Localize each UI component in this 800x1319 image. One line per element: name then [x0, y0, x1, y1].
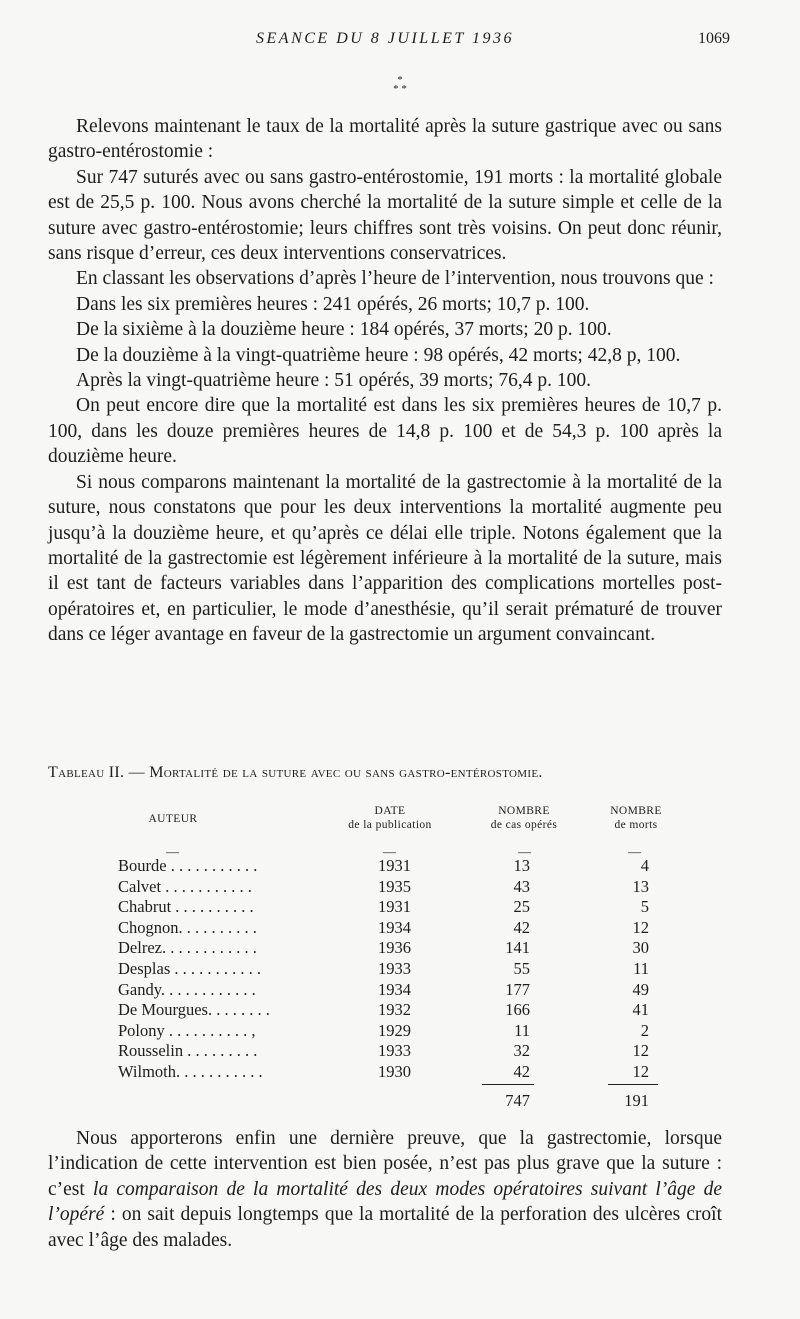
year-cell: 1930: [378, 1062, 411, 1081]
closing-paragraph-block: [48, 1126, 722, 1253]
author-cell: Wilmoth. . . . . . . . . . .: [118, 1062, 263, 1081]
table-row: [48, 1062, 728, 1083]
cases-cell: 32: [513, 1041, 530, 1061]
header-cases-dash: —: [518, 844, 531, 859]
table-row: [48, 980, 728, 1001]
author-cell: Delrez. . . . . . . . . . . .: [118, 938, 257, 958]
running-title: SEANCE DU 8 JUILLET 1936: [256, 30, 514, 47]
cases-cell: 177: [505, 979, 530, 999]
year-cell: 1934: [378, 917, 411, 937]
paragraph-global-mortality: Sur 747 suturés avec ou sans gastro-entérostomie, 191 morts : la mortalité globale est de 25,5 p. 100. Nous avons cherché la mortalité de la suture simple et celle de la suture avec gastro-entérostomie; leurs chiffres sont très voisins. On peut donc réunir, sans risque d’erreur, ces deux interventions conservatrices.: [48, 166, 722, 265]
deaths-cell: 12: [632, 1041, 649, 1061]
header-deaths-line1: NOMBRE: [610, 805, 662, 817]
author-cell: Gandy. . . . . . . . . . . .: [118, 979, 256, 999]
cases-cell: 166: [505, 1000, 530, 1020]
total-cases: 747: [505, 1091, 530, 1110]
cases-cell: 11: [514, 1020, 530, 1040]
deaths-cell: 2: [640, 1020, 649, 1040]
deaths-cell: 4: [640, 856, 649, 875]
asterism-top: *: [397, 74, 403, 86]
header-date-line2: de la publication: [348, 819, 432, 831]
table-row: [48, 856, 728, 877]
header-cases-line1: NOMBRE: [498, 805, 550, 817]
year-cell: 1932: [378, 1000, 411, 1020]
author-cell: Chabrut . . . . . . . . . .: [118, 897, 254, 917]
paragraph-classification: En classant les observations d’après l’heure de l’intervention, nous trouvons que :: [76, 268, 714, 290]
table-caption: [48, 764, 728, 782]
closing-text-start: Nous apporterons enfin une dernière preuve, que la gastrectomie, lorsque l’indication de cette intervention est bien posée, n’est pas plus grave que la suture : c’est: [48, 1128, 722, 1200]
year-cell: 1933: [378, 1041, 411, 1061]
table-caption-label: Tableau II.: [48, 764, 125, 781]
header-deaths-dash: —: [628, 844, 641, 859]
total-deaths: 191: [624, 1091, 649, 1110]
deaths-cell: 49: [632, 979, 649, 999]
table-row: [48, 897, 728, 918]
mortality-table: [48, 804, 728, 1124]
table-row: [48, 1021, 728, 1042]
deaths-cell: 13: [632, 876, 649, 896]
header-date: [320, 804, 460, 832]
table-row: [48, 877, 728, 898]
table-row: [48, 1041, 728, 1062]
deaths-cell: 12: [632, 917, 649, 937]
closing-paragraph: [48, 1126, 722, 1253]
header-cases-line2: de cas opérés: [490, 819, 558, 831]
table-row: [48, 1000, 728, 1021]
page-header: [48, 30, 730, 54]
cases-cell: 43: [513, 876, 530, 896]
header-deaths: [596, 804, 676, 832]
cases-cell: 25: [513, 897, 530, 917]
paragraph-first-six-hours: Dans les six premières heures : 241 opérés, 26 morts; 10,7 p. 100.: [76, 293, 590, 315]
year-cell: 1933: [378, 959, 411, 978]
header-deaths-line2: de morts: [614, 819, 658, 831]
author-cell: De Mourgues. . . . . . . .: [118, 1000, 270, 1020]
paragraph-after-twentyfour-hours: Après la vingt-quatrième heure : 51 opérés, 39 morts; 76,4 p. 100.: [76, 370, 592, 392]
body-text: [48, 114, 722, 648]
author-cell: Desplas . . . . . . . . . . .: [118, 959, 261, 978]
deaths-cell: 11: [633, 959, 649, 978]
author-cell: Rousselin . . . . . . . . .: [118, 1041, 258, 1061]
table-row: [48, 918, 728, 939]
table-caption-dash: —: [128, 764, 145, 781]
paragraph-intro: Relevons maintenant le taux de la mortalité après la suture gastrique avec ou sans gastro-entérostomie :: [48, 116, 722, 163]
table-row: [48, 959, 728, 980]
year-cell: 1936: [378, 938, 411, 958]
header-author-dash: —: [166, 844, 179, 859]
author-cell: Bourde . . . . . . . . . . .: [118, 856, 258, 875]
paragraph-summary: On peut encore dire que la mortalité est dans les six premières heures de 10,7 p. 100, dans les douze premières heures de 14,8 p. 100 et de 54,3 p. 100 après la douzième heure.: [48, 395, 722, 468]
cases-cell: 13: [513, 856, 530, 875]
year-cell: 1935: [378, 876, 411, 896]
header-date-dash: —: [383, 844, 396, 859]
cases-cell: 55: [513, 959, 530, 978]
deaths-cell: 5: [640, 897, 649, 917]
total-cases-rule: [482, 1084, 534, 1085]
author-cell: Chognon. . . . . . . . . .: [118, 917, 257, 937]
cases-cell: 141: [505, 938, 530, 958]
closing-text-end: : on sait depuis longtemps que la mortalité de la perforation des ulcères croît avec l’âge des malades.: [48, 1204, 722, 1251]
year-cell: 1931: [378, 897, 411, 917]
header-author: AUTEUR: [148, 813, 198, 825]
deaths-cell: 12: [632, 1062, 649, 1081]
table-total-row: [48, 1091, 728, 1112]
header-cases: [464, 804, 584, 832]
author-cell: Polony . . . . . . . . . . ,: [118, 1020, 256, 1040]
asterism-separator: [0, 76, 800, 94]
page-number: 1069: [698, 30, 730, 47]
paragraph-twelve-to-twentyfour-hours: De la douzième à la vingt-quatrième heure : 98 opérés, 42 morts; 42,8 p, 100.: [76, 344, 681, 366]
table-row: [48, 938, 728, 959]
cases-cell: 42: [513, 1062, 530, 1081]
paragraph-comparison: Si nous comparons maintenant la mortalité de la gastrectomie à la mortalité de la suture, nous constatons que pour les deux interventions la mortalité augmente peu jusqu’à la douzième heure, et qu’après ce délai elle triple. Notons également que la mortalité de la gastrectomie est légèrement inférieure à la mortalité de la suture, mais il est tant de facteurs variables dans l’apparition des complications mortelles post-opératoires et, en particulier, le mode d’anesthésie, qu’il serait prématuré de trouver dans ce léger avantage en faveur de la gastrectomie un argument convaincant.: [48, 471, 722, 646]
deaths-cell: 41: [632, 1000, 649, 1020]
deaths-cell: 30: [632, 938, 649, 958]
year-cell: 1931: [378, 856, 411, 875]
year-cell: 1934: [378, 979, 411, 999]
cases-cell: 42: [513, 917, 530, 937]
author-cell: Calvet . . . . . . . . . . .: [118, 876, 252, 896]
header-date-line1: DATE: [374, 805, 406, 817]
paragraph-six-to-twelve-hours: De la sixième à la douzième heure : 184 opérés, 37 morts; 20 p. 100.: [76, 319, 612, 341]
closing-text-italic: la comparaison de la mortalité des deux modes opératoires suivant l’âge de l’opéré: [48, 1178, 723, 1226]
year-cell: 1929: [378, 1020, 411, 1040]
table-caption-title: Mortalité de la suture avec ou sans gastro-entérostomie.: [149, 764, 543, 781]
total-deaths-rule: [608, 1084, 658, 1085]
asterism-bottom: * *: [393, 83, 407, 95]
